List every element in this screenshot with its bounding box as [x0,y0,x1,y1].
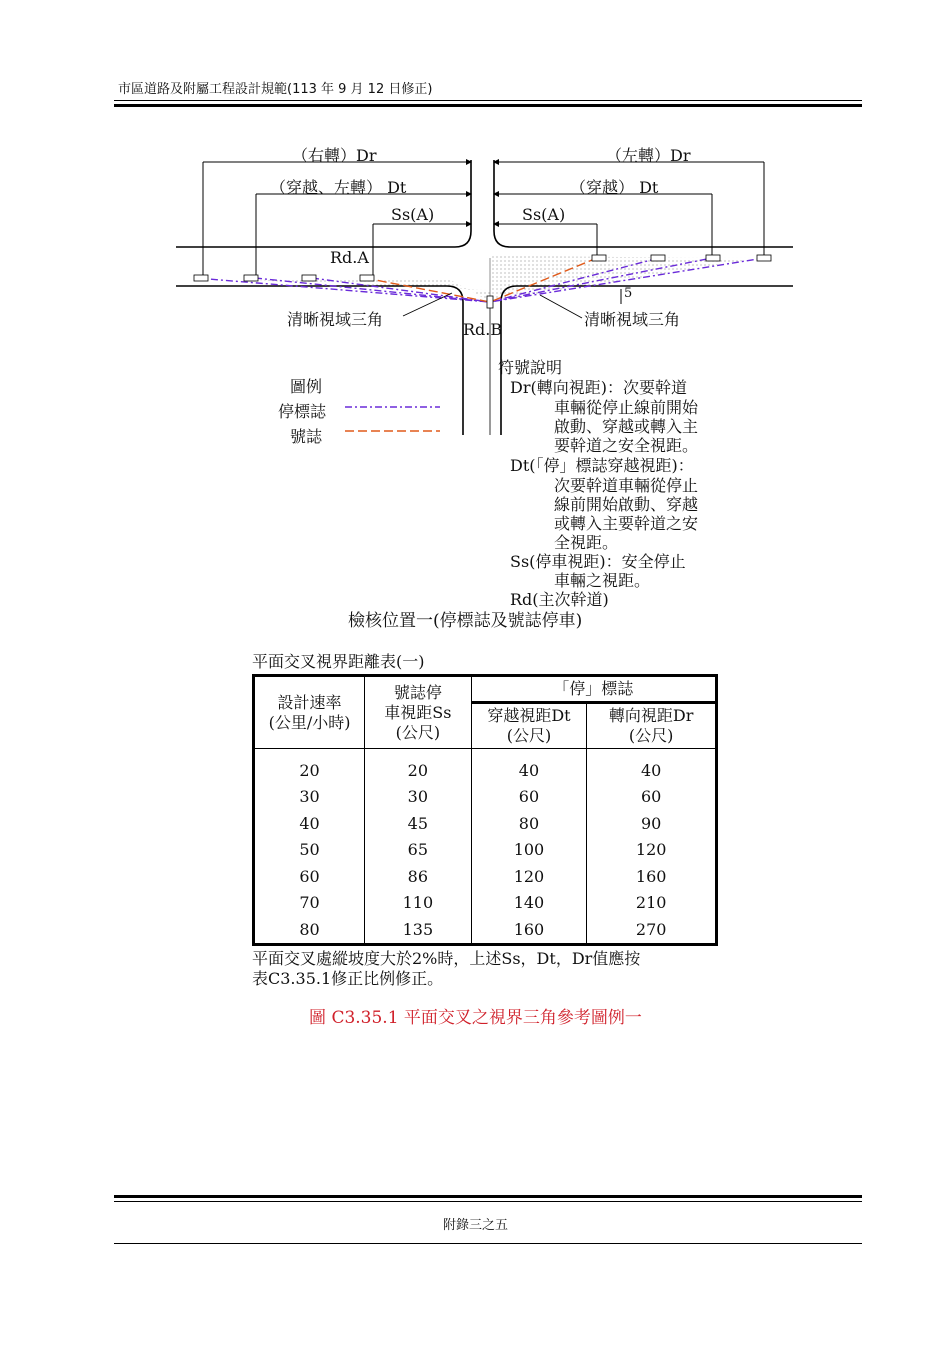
road-a-top-left-edge [176,160,471,247]
table-title: 平面交叉視界距離表(一) [252,652,425,671]
col-dt-header: 穿越視距Dt (公尺) [471,703,587,749]
page-number: 附錄三之五 [442,1218,508,1233]
left-turn-dr-label: （左轉）Dr [606,146,691,165]
table-row: 30 30 60 60 [254,784,717,811]
clear-triangle-left-label: 清晰視域三角 [287,310,384,329]
footer-rule-thick [114,1195,862,1198]
cross-left-dt-label: （穿越、左轉） Dt [270,178,407,197]
symbol-line: Ss(停車視距)：安全停止 [510,552,686,571]
clear-triangle-right-label: 清晰視域三角 [584,310,681,329]
ss-right-label: Ss(A) [522,205,566,224]
road-b-label: Rd.B [463,320,503,339]
table-row: 80 135 160 270 [254,916,717,944]
col-ss-header: 號誌停 車視距Ss (公尺) [365,676,471,749]
symbol-line: Dr(轉向視距)：次要幹道 [510,378,687,397]
symbol-line: 或轉入主要幹道之安 [554,514,699,533]
legend-stop-label: 停標誌 [278,402,327,421]
right-turn-dr-label: （右轉）Dr [292,146,377,165]
symbols-title: 符號說明 [498,358,563,377]
figure-subtitle: 檢核位置一(停標誌及號誌停車) [348,611,583,631]
table-row: 70 110 140 210 [254,890,717,917]
road-a-top-right-edge [494,160,793,247]
dimension-5-label: 5 [624,286,633,301]
table-row: 50 65 100 120 [254,837,717,864]
symbol-line: 線前開始啟動、穿越 [554,495,699,514]
symbol-line: Rd(主次幹道) [510,590,609,609]
symbol-line: 啟動、穿越或轉入主 [554,417,699,436]
legend-signal-label: 號誌 [290,427,323,446]
symbol-line: 全視距。 [554,533,619,552]
ss-left-label: Ss(A) [391,205,435,224]
symbol-line: 次要幹道車輛從停止 [554,476,699,495]
legend-title: 圖例 [290,377,323,396]
col-dr-header: 轉向視距Dr (公尺) [587,703,717,749]
document-header: 市區道路及附屬工程設計規範(113 年 9 月 12 日修正) [118,82,433,97]
symbol-line: 要幹道之安全視距。 [554,436,699,455]
sight-distance-table [252,674,718,946]
table-note-line: 平面交叉處縱坡度大於2%時，上述Ss，Dt，Dr值應按 [252,949,641,968]
road-a-label: Rd.A [330,248,369,267]
table-row: 20 20 40 40 [254,749,717,784]
figure-caption: 圖 C3.35.1 平面交叉之視界三角參考圖例一 [309,1008,642,1028]
stop-sign-group-header: 「停」標誌 [471,676,716,703]
symbol-line: Dt(「停」標誌穿越視距)： [510,456,694,475]
symbol-line: 車輛從停止線前開始 [554,398,699,417]
symbol-line: 車輛之視距。 [554,571,651,590]
table-note-line: 表C3.35.1修正比例修正。 [252,969,444,988]
footer-rule-thin [114,1201,862,1202]
table-row: 40 45 80 90 [254,810,717,837]
footer-bottom-rule [114,1243,862,1244]
col-speed-header: 設計速率 (公里/小時) [254,676,365,749]
cross-dt-label: （穿越） Dt [570,178,659,197]
table-row: 60 86 120 160 [254,863,717,890]
